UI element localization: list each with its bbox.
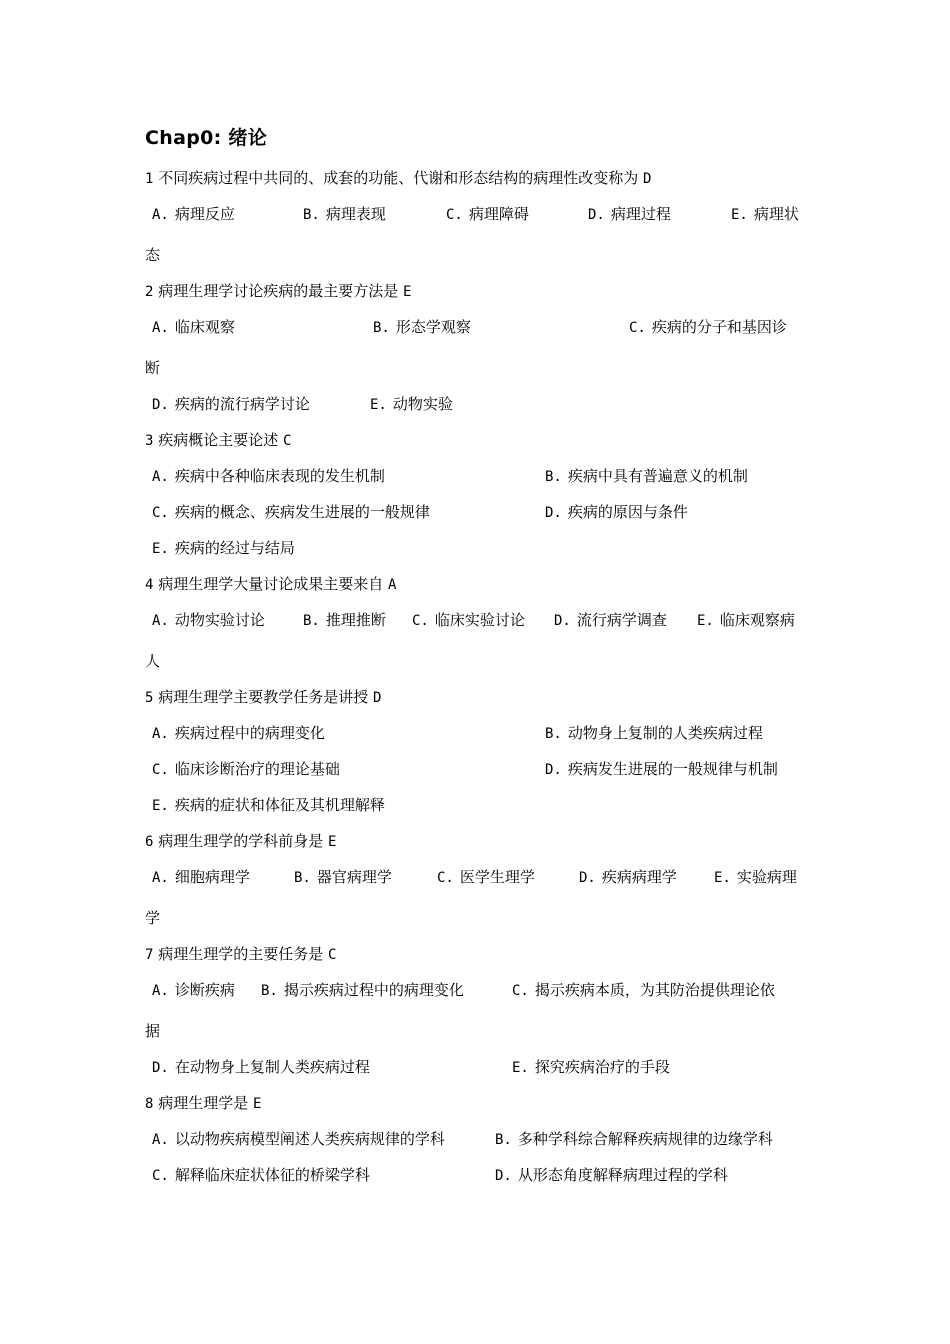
option-a: A. 诊断疾病 <box>152 981 235 999</box>
question-text: 病理生理学的主要任务是 <box>158 945 324 963</box>
question-answer: E <box>403 284 412 300</box>
question-number: 5 <box>145 690 154 706</box>
option-c: C. 病理障碍 <box>446 205 529 223</box>
question-answer: E <box>328 834 337 850</box>
option-d: D. 从形态角度解释病理过程的学科 <box>495 1166 728 1184</box>
option-wrap-text: 据 <box>145 1022 161 1040</box>
question-text: 病理生理学大量讨论成果主要来自 <box>158 575 384 593</box>
option-wrap-text: 人 <box>145 652 161 670</box>
question-number: 3 <box>145 433 154 449</box>
option-a: A. 病理反应 <box>152 205 235 223</box>
option-b: B. 器官病理学 <box>294 868 392 886</box>
question-text: 病理生理学的学科前身是 <box>158 832 324 850</box>
question-3 <box>145 429 291 450</box>
option-a: A. 疾病中各种临床表现的发生机制 <box>152 467 385 485</box>
option-a: A. 细胞病理学 <box>152 868 250 886</box>
question-number: 6 <box>145 834 154 850</box>
question-2 <box>145 280 411 301</box>
question-answer: C <box>328 947 337 963</box>
option-b: B. 病理表现 <box>303 205 386 223</box>
question-5 <box>145 686 381 707</box>
option-a: A. 疾病过程中的病理变化 <box>152 724 325 742</box>
option-wrap-text: 断 <box>145 359 161 377</box>
question-answer: D <box>373 690 382 706</box>
question-text: 不同疾病过程中共同的、成套的功能、代谢和形态结构的病理性改变称为 <box>158 169 639 187</box>
question-6 <box>145 830 336 851</box>
option-a: A. 临床观察 <box>152 318 235 336</box>
option-wrap-text: 学 <box>145 909 161 927</box>
question-7 <box>145 943 336 964</box>
option-d: D. 疾病的流行病学讨论 <box>152 395 310 413</box>
option-b: B. 多种学科综合解释疾病规律的边缘学科 <box>495 1130 773 1148</box>
question-answer: D <box>643 171 652 187</box>
chapter-title: Chap0: 绪论 <box>145 127 268 149</box>
option-b: B. 疾病中具有普遍意义的机制 <box>545 467 748 485</box>
option-e: E. 临床观察病 <box>697 611 795 629</box>
question-number: 7 <box>145 947 154 963</box>
option-d: D. 疾病发生进展的一般规律与机制 <box>545 760 778 778</box>
option-b: B. 形态学观察 <box>373 318 471 336</box>
option-c: C. 临床实验讨论 <box>412 611 525 629</box>
option-e: E. 实验病理 <box>714 868 797 886</box>
question-number: 8 <box>145 1096 154 1112</box>
option-e: E. 探究疾病治疗的手段 <box>512 1058 670 1076</box>
option-c: C. 临床诊断治疗的理论基础 <box>152 760 340 778</box>
question-text: 病理生理学讨论疾病的最主要方法是 <box>158 282 399 300</box>
option-b: B. 动物身上复制的人类疾病过程 <box>545 724 763 742</box>
option-c: C. 疾病的分子和基因诊 <box>629 318 787 336</box>
question-number: 4 <box>145 577 154 593</box>
question-4 <box>145 573 396 594</box>
option-c: C. 医学生理学 <box>437 868 535 886</box>
question-number: 1 <box>145 171 154 187</box>
option-a: A. 以动物疾病模型阐述人类疾病规律的学科 <box>152 1130 445 1148</box>
option-d: D. 疾病的原因与条件 <box>545 503 688 521</box>
option-a: A. 动物实验讨论 <box>152 611 265 629</box>
option-c: C. 解释临床症状体征的桥梁学科 <box>152 1166 370 1184</box>
option-e: E. 动物实验 <box>370 395 453 413</box>
option-c: C. 揭示疾病本质，为其防治提供理论依 <box>512 981 775 999</box>
option-e: E. 疾病的症状和体征及其机理解释 <box>152 796 385 814</box>
option-c: C. 疾病的概念、疾病发生进展的一般规律 <box>152 503 430 521</box>
question-1 <box>145 167 651 188</box>
option-d: D. 疾病病理学 <box>579 868 677 886</box>
option-d: D. 病理过程 <box>588 205 671 223</box>
question-8 <box>145 1092 261 1113</box>
question-text: 疾病概论主要论述 <box>158 431 279 449</box>
option-b: B. 推理推断 <box>303 611 386 629</box>
option-wrap-text: 态 <box>145 246 161 264</box>
option-d: D. 在动物身上复制人类疾病过程 <box>152 1058 370 1076</box>
question-number: 2 <box>145 284 154 300</box>
option-e: E. 病理状 <box>731 205 799 223</box>
question-answer: E <box>253 1096 262 1112</box>
option-d: D. 流行病学调查 <box>554 611 667 629</box>
question-answer: C <box>283 433 292 449</box>
option-e: E. 疾病的经过与结局 <box>152 539 295 557</box>
option-b: B. 揭示疾病过程中的病理变化 <box>261 981 464 999</box>
question-answer: A <box>388 577 397 593</box>
question-text: 病理生理学是 <box>158 1094 249 1112</box>
question-text: 病理生理学主要教学任务是讲授 <box>158 688 369 706</box>
